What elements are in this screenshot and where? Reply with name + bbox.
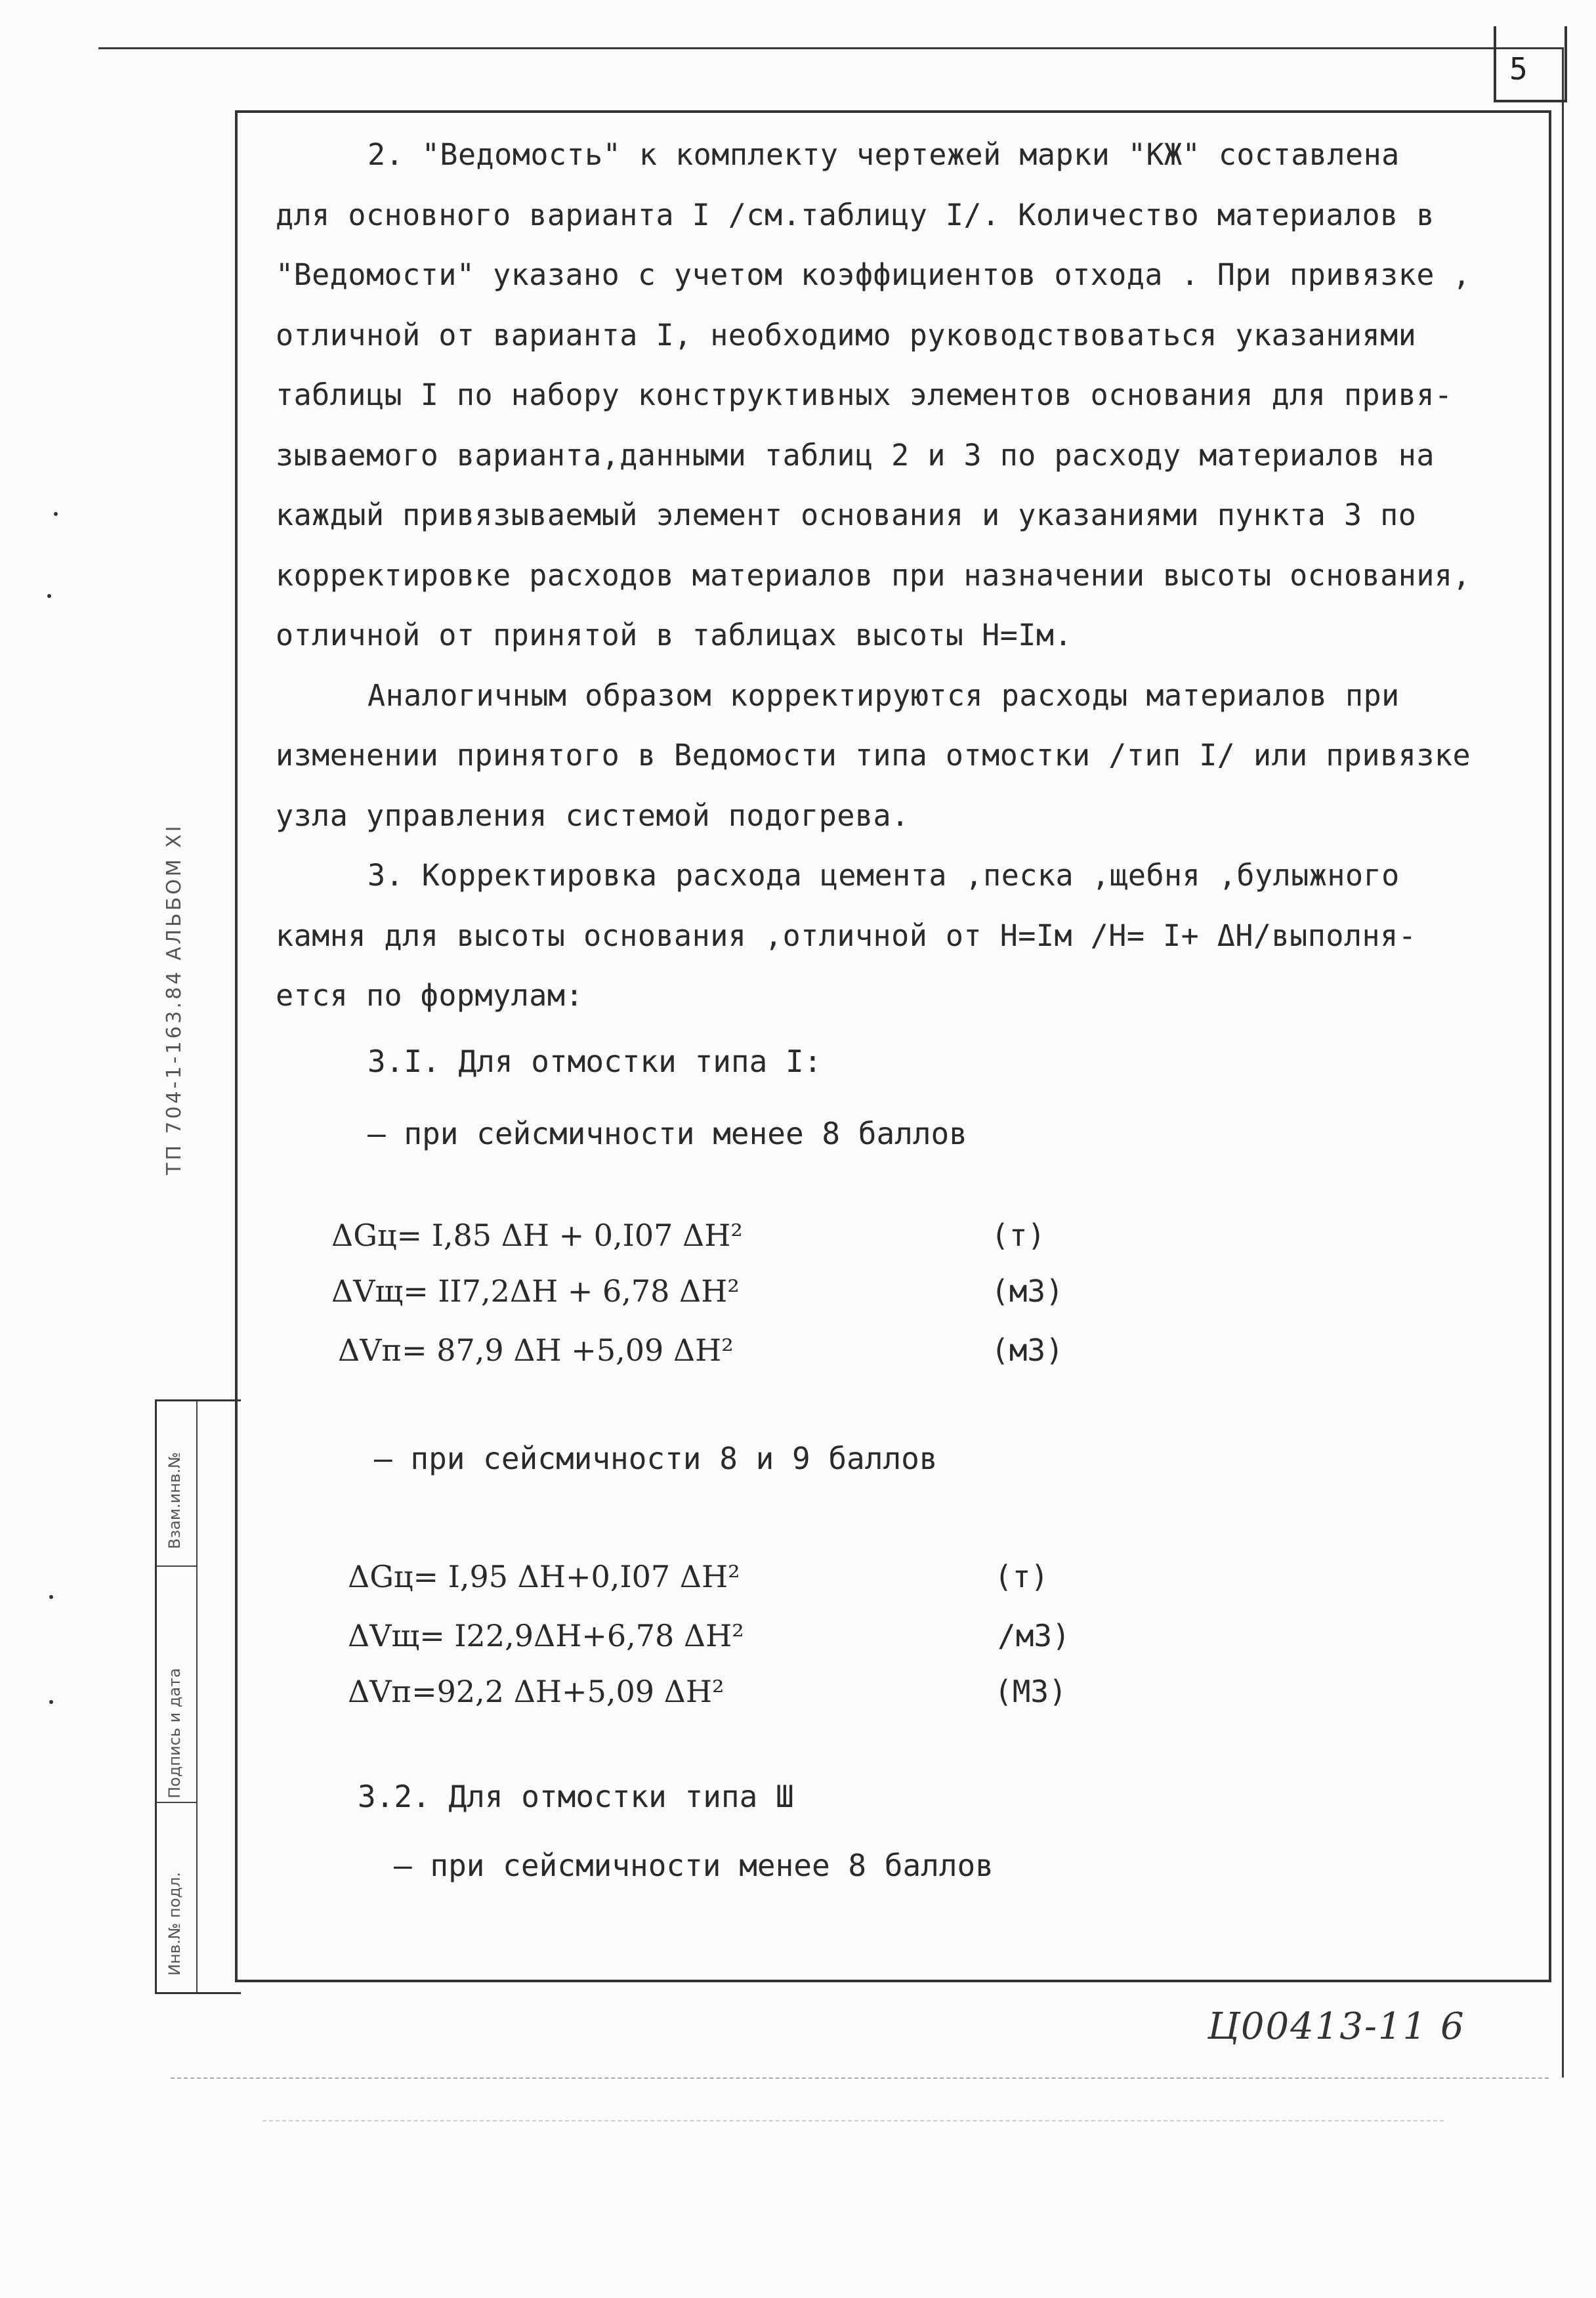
scan-line xyxy=(171,2077,1549,2079)
text-line: узла управления системой подогрева. xyxy=(276,798,910,833)
stamp-label-inv: Инв.№ подл. xyxy=(165,1872,184,1976)
case-less-8-label: – при сейсмичности менее 8 баллов xyxy=(368,1116,967,1151)
section-3-1-heading: 3.I. Для отмостки типа I: xyxy=(368,1044,822,1079)
formula-rhs: = 87,9 ΔН +5,09 ΔН² xyxy=(402,1332,734,1368)
text-line: Аналогичным образом корректируются расходы материалов при xyxy=(368,677,1400,713)
formula-cement-a xyxy=(331,1218,743,1253)
paragraph-3 xyxy=(276,845,1509,1026)
formula-sand-b xyxy=(348,1674,724,1709)
formula-rhs: = I,95 ΔН+0,I07 ΔН² xyxy=(413,1559,740,1594)
scan-speck xyxy=(49,1700,53,1704)
formula-rhs: = II7,2ΔН + 6,78 ΔН² xyxy=(403,1273,740,1309)
text-line: ется по формулам: xyxy=(276,978,584,1013)
formula-unit: (м3) xyxy=(991,1273,1064,1309)
text-line: изменении принятого в Ведомости типа отмостки /тип I/ или привязке xyxy=(276,738,1471,773)
paragraph-analog xyxy=(276,666,1509,846)
stamp-divider xyxy=(196,1401,198,1992)
formula-rhs: = I,85 ΔН + 0,I07 ΔН² xyxy=(396,1218,743,1253)
stamp-label-sign: Подпись и дата xyxy=(165,1668,184,1798)
text-line: камня для высоты основания ,отличной от Н=Iм /Н= I+ ΔН/выполня- xyxy=(276,918,1417,953)
body-text xyxy=(276,125,1509,1026)
formula-unit: (т) xyxy=(991,1218,1046,1253)
formula-unit: (М3) xyxy=(994,1674,1067,1709)
page-number: 5 xyxy=(1509,51,1528,87)
formula-rhs: = I22,9ΔН+6,78 ΔН² xyxy=(419,1618,744,1653)
formula-lhs: ΔGц xyxy=(331,1218,397,1253)
formula-lhs: ΔVп xyxy=(338,1332,402,1368)
formula-lhs: ΔVщ xyxy=(348,1618,420,1653)
text-line: 3. Корректировка расхода цемента ,песка ,щебня ,булыжного xyxy=(368,858,1400,893)
formula-rhs: =92,2 ΔН+5,09 ΔН² xyxy=(411,1674,724,1709)
formula-cement-b xyxy=(348,1559,740,1594)
text-line: таблицы I по набору конструктивных элементов основания для привя- xyxy=(276,377,1453,412)
formula-sand-a xyxy=(338,1332,734,1368)
album-margin-label: ТП 704-1-163.84 АЛЬБОМ XI xyxy=(163,823,186,1175)
text-line: каждый привязываемый элемент основания и указаниями пункта 3 по xyxy=(276,498,1417,532)
scan-line xyxy=(262,2120,1444,2121)
text-line: зываемого варианта,данными таблиц 2 и 3 по расходу материалов на xyxy=(276,437,1435,473)
text-line: "Ведомости" указано с учетом коэффициентов отхода . При привязке , xyxy=(276,257,1471,292)
formula-unit: /м3) xyxy=(998,1618,1070,1653)
text-line: для основного варианта I /см.таблицу I/. Количество материалов в xyxy=(276,197,1435,232)
text-line: отличной от принятой в таблицах высоты Н=Iм. xyxy=(276,618,1073,652)
formula-gravel-a xyxy=(331,1273,740,1309)
formula-lhs: ΔVщ xyxy=(331,1273,404,1309)
formula-unit: (т) xyxy=(994,1559,1049,1594)
formula-lhs: ΔGц xyxy=(348,1559,413,1594)
document-code: Ц00413-11 6 xyxy=(1208,2005,1465,2048)
formula-lhs: ΔVп xyxy=(348,1674,412,1709)
stamp-label-vzam: Взам.инв.№ xyxy=(165,1452,184,1549)
text-line: корректировке расходов материалов при назначении высоты основания, xyxy=(276,557,1471,593)
scan-speck xyxy=(49,1595,53,1599)
page-number-box xyxy=(1494,26,1567,102)
formula-unit: (м3) xyxy=(991,1332,1064,1368)
text-line: 2. "Ведомость" к комплекту чертежей марки "КЖ" составлена xyxy=(368,137,1400,172)
scan-speck xyxy=(54,512,58,516)
case-8-9-label: – при сейсмичности 8 и 9 баллов xyxy=(374,1441,938,1476)
scan-speck xyxy=(47,594,51,598)
section-3-2-heading: 3.2. Для отмостки типа Ш xyxy=(358,1779,794,1814)
paragraph-2 xyxy=(276,125,1509,666)
formula-gravel-b xyxy=(348,1618,744,1653)
case-less-8-label-b: – при сейсмичности менее 8 баллов xyxy=(394,1848,994,1883)
text-line: отличной от варианта I, необходимо руководствоваться указаниями xyxy=(276,317,1417,352)
